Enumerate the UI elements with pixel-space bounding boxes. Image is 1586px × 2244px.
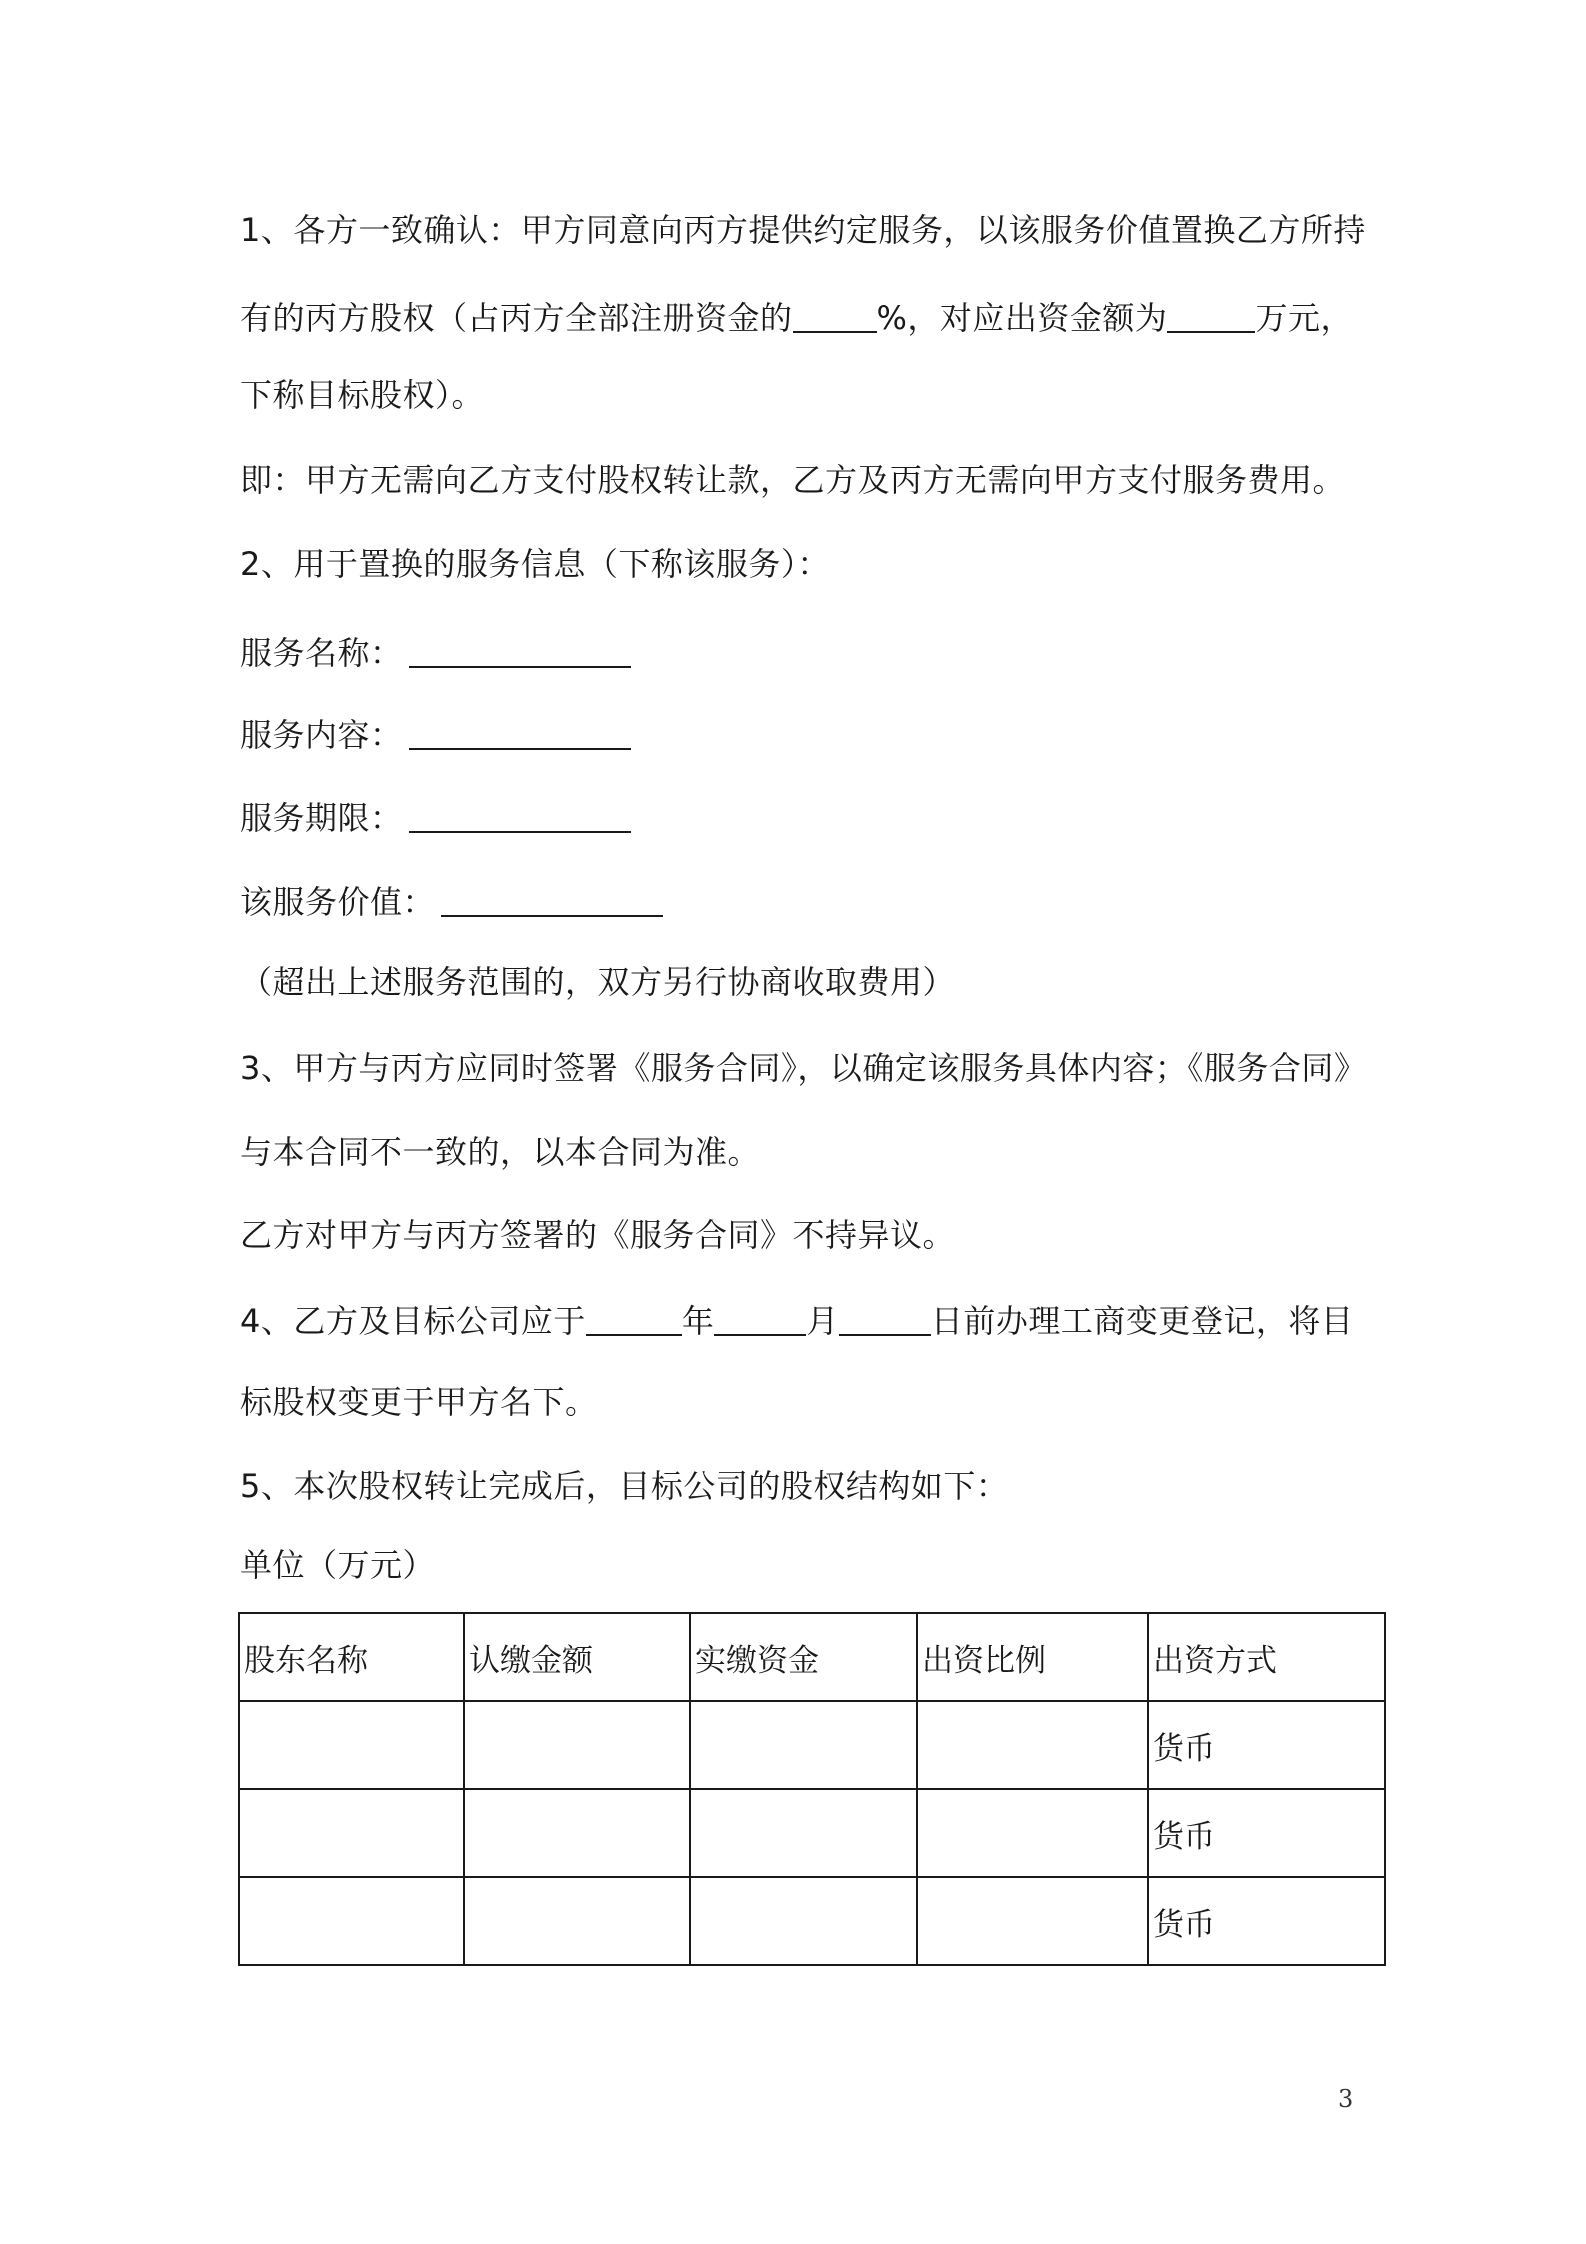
table-row — [239, 1701, 1385, 1789]
table-cell[interactable] — [464, 1701, 690, 1789]
clause4-text-a: 4、乙方及目标公司应于 — [240, 1302, 586, 1340]
table-cell[interactable] — [464, 1877, 690, 1965]
clause1-line2 — [240, 298, 1353, 338]
service-name-field — [240, 633, 631, 673]
clause2-note: （超出上述服务范围的，双方另行协商收取费用） — [240, 963, 956, 1001]
service-term-label: 服务期限： — [240, 799, 403, 837]
table-cell[interactable] — [239, 1789, 464, 1877]
day-blank[interactable] — [839, 1304, 931, 1336]
service-content-blank[interactable] — [409, 718, 631, 750]
clause2-title: 2、用于置换的服务信息（下称该服务）： — [240, 545, 830, 583]
table-row — [239, 1789, 1385, 1877]
clause1-line1: 1、各方一致确认：甲方同意向丙方提供约定服务，以该服务价值置换乙方所持 — [240, 211, 1366, 249]
service-value-label: 该服务价值： — [240, 883, 436, 921]
table-cell-method: 货币 — [1148, 1789, 1385, 1877]
year-blank[interactable] — [586, 1304, 682, 1336]
table-cell[interactable] — [690, 1701, 917, 1789]
clause5-line1: 5、本次股权转让完成后，目标公司的股权结构如下： — [240, 1467, 1009, 1505]
month-blank[interactable] — [714, 1304, 806, 1336]
equity-structure-table — [238, 1612, 1386, 1966]
service-name-label: 服务名称： — [240, 634, 403, 672]
header-subscribed-amount: 认缴金额 — [464, 1613, 690, 1701]
table-cell-method: 货币 — [1148, 1877, 1385, 1965]
table-cell[interactable] — [917, 1701, 1148, 1789]
service-value-field — [240, 882, 663, 922]
table-cell[interactable] — [917, 1789, 1148, 1877]
header-shareholder-name: 股东名称 — [239, 1613, 464, 1701]
clause1-line3: 下称目标股权）。 — [240, 376, 485, 414]
table-row — [239, 1877, 1385, 1965]
header-contribution-ratio: 出资比例 — [917, 1613, 1148, 1701]
unit-label: 单位（万元） — [240, 1546, 436, 1584]
clause1-line2-text-c: 万元， — [1255, 299, 1353, 337]
percent-blank[interactable] — [793, 301, 877, 333]
table-cell[interactable] — [239, 1877, 464, 1965]
table-header-row — [239, 1613, 1385, 1701]
clause4-line1 — [240, 1301, 1353, 1341]
table-cell[interactable] — [690, 1877, 917, 1965]
service-content-field — [240, 715, 631, 755]
clause3-line2: 与本合同不一致的，以本合同为准。 — [240, 1133, 761, 1171]
year-label: 年 — [681, 1302, 715, 1340]
table-cell[interactable] — [917, 1877, 1148, 1965]
service-content-label: 服务内容： — [240, 716, 403, 754]
header-contribution-method: 出资方式 — [1148, 1613, 1385, 1701]
month-label: 月 — [806, 1302, 839, 1340]
table-cell[interactable] — [690, 1789, 917, 1877]
table-cell[interactable] — [464, 1789, 690, 1877]
clause3-line1: 3、甲方与丙方应同时签署《服务合同》，以确定该服务具体内容；《服务合同》 — [240, 1049, 1367, 1087]
page-number: 3 — [1338, 2085, 1354, 2113]
clause1-line2-text-b: %，对应出资金额为 — [876, 299, 1168, 337]
amount-blank[interactable] — [1167, 301, 1255, 333]
table-cell-method: 货币 — [1148, 1701, 1385, 1789]
clause4-text-d: 日前办理工商变更登记，将目 — [930, 1302, 1354, 1340]
clause1-line4: 即：甲方无需向乙方支付股权转让款，乙方及丙方无需向甲方支付服务费用。 — [240, 461, 1346, 499]
header-paid-capital: 实缴资金 — [690, 1613, 917, 1701]
service-term-field — [240, 798, 631, 838]
clause1-line2-text-a: 有的丙方股权（占丙方全部注册资金的 — [240, 299, 793, 337]
service-value-blank[interactable] — [441, 885, 663, 917]
service-term-blank[interactable] — [409, 801, 631, 833]
clause4-line2: 标股权变更于甲方名下。 — [240, 1383, 598, 1421]
table-cell[interactable] — [239, 1701, 464, 1789]
clause3-line3: 乙方对甲方与丙方签署的《服务合同》不持异议。 — [240, 1216, 956, 1254]
service-name-blank[interactable] — [409, 636, 631, 668]
